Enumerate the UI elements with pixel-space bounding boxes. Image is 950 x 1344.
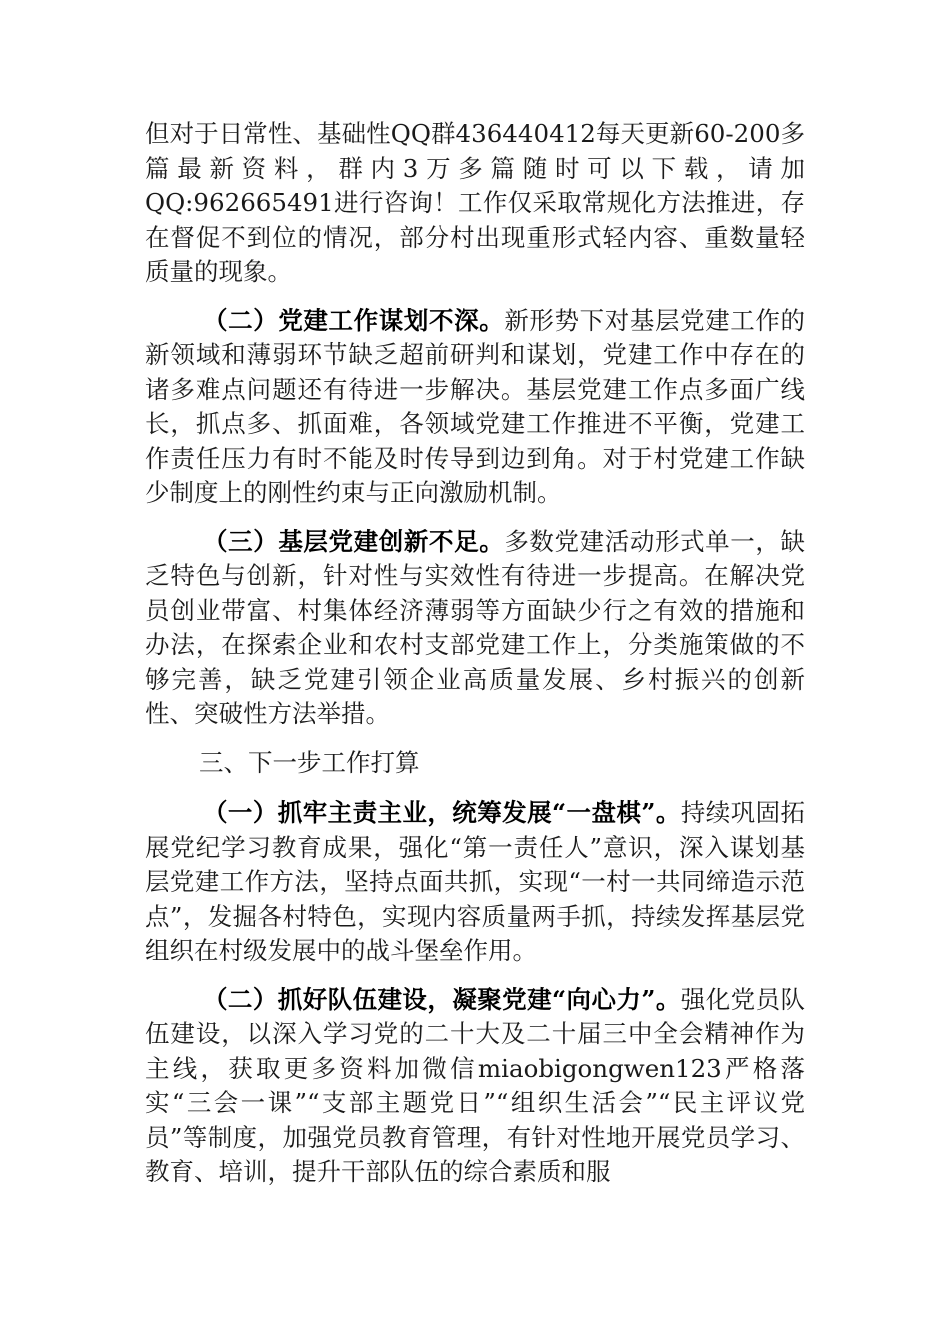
section-heading: 三、下一步工作打算: [199, 747, 420, 777]
paragraph-main-responsibility: [145, 796, 805, 969]
paragraph-text: 持续巩固拓展党纪学习教育成果，强化“第一责任人”意识，深入谋划基层党建工作方法，坚持点面共抓，实现“一村一共同缔造示范点”，发掘各村特色，实现内容质量两手抓，持续发挥基层党组织在村级发展中的战斗堡垒作用。: [145, 798, 805, 965]
paragraph-text: 但对于日常性、基础性QQ群436440412每天更新60-200多篇最新资料，群内3万多篇随时可以下载，请加QQ:962665491进行咨询！工作仅采取常规化方法推进，存在督促不到位的情况，部分村出现重形式轻内容、重数量轻质量的现象。: [145, 119, 805, 286]
paragraph-innovation: [145, 525, 805, 732]
paragraph-lead: （一）抓牢主责主业，统筹发展“一盘棋”。: [203, 798, 681, 827]
paragraph-text: 多数党建活动形式单一，缺乏特色与创新，针对性与实效性有待进一步提高。在解决党员创业带富、村集体经济薄弱等方面缺少行之有效的措施和办法，在探索企业和农村支部党建工作上，分类施策做的不够完善，缺乏党建引领企业高质量发展、乡村振兴的创新性、突破性方法举措。: [145, 526, 806, 728]
paragraph-party-building-planning: [145, 304, 805, 511]
paragraph-text: 新形势下对基层党建工作的新领域和薄弱环节缺乏超前研判和谋划，党建工作中存在的诸多难点问题还有待进一步解决。基层党建工作点多面广线长，抓点多、抓面难，各领域党建工作推进不平衡，党建工作责任压力有时不能及时传导到边到角。对于村党建工作缺少制度上的刚性约束与正向激励机制。: [145, 305, 806, 507]
paragraph-lead: （二）党建工作谋划不深。: [203, 305, 505, 335]
paragraph-lead: （三）基层党建创新不足。: [203, 526, 505, 556]
paragraph-text: 强化党员队伍建设，以深入学习党的二十大及二十届三中全会精神作为主线，获取更多资料加微信miaobigongwen123严格落实“三会一课”“支部主题党日”“组织生活会”“民主评议党员”等制度，加强党员教育管理，有针对性地开展党员学习、教育、培训，提升干部队伍的综合素质和服: [145, 984, 805, 1186]
paragraph-team-building: [145, 983, 805, 1190]
paragraph-lead: （二）抓好队伍建设，凝聚党建“向心力”。: [203, 984, 681, 1014]
document-body: [145, 117, 805, 1204]
paragraph-continued: [145, 117, 805, 290]
